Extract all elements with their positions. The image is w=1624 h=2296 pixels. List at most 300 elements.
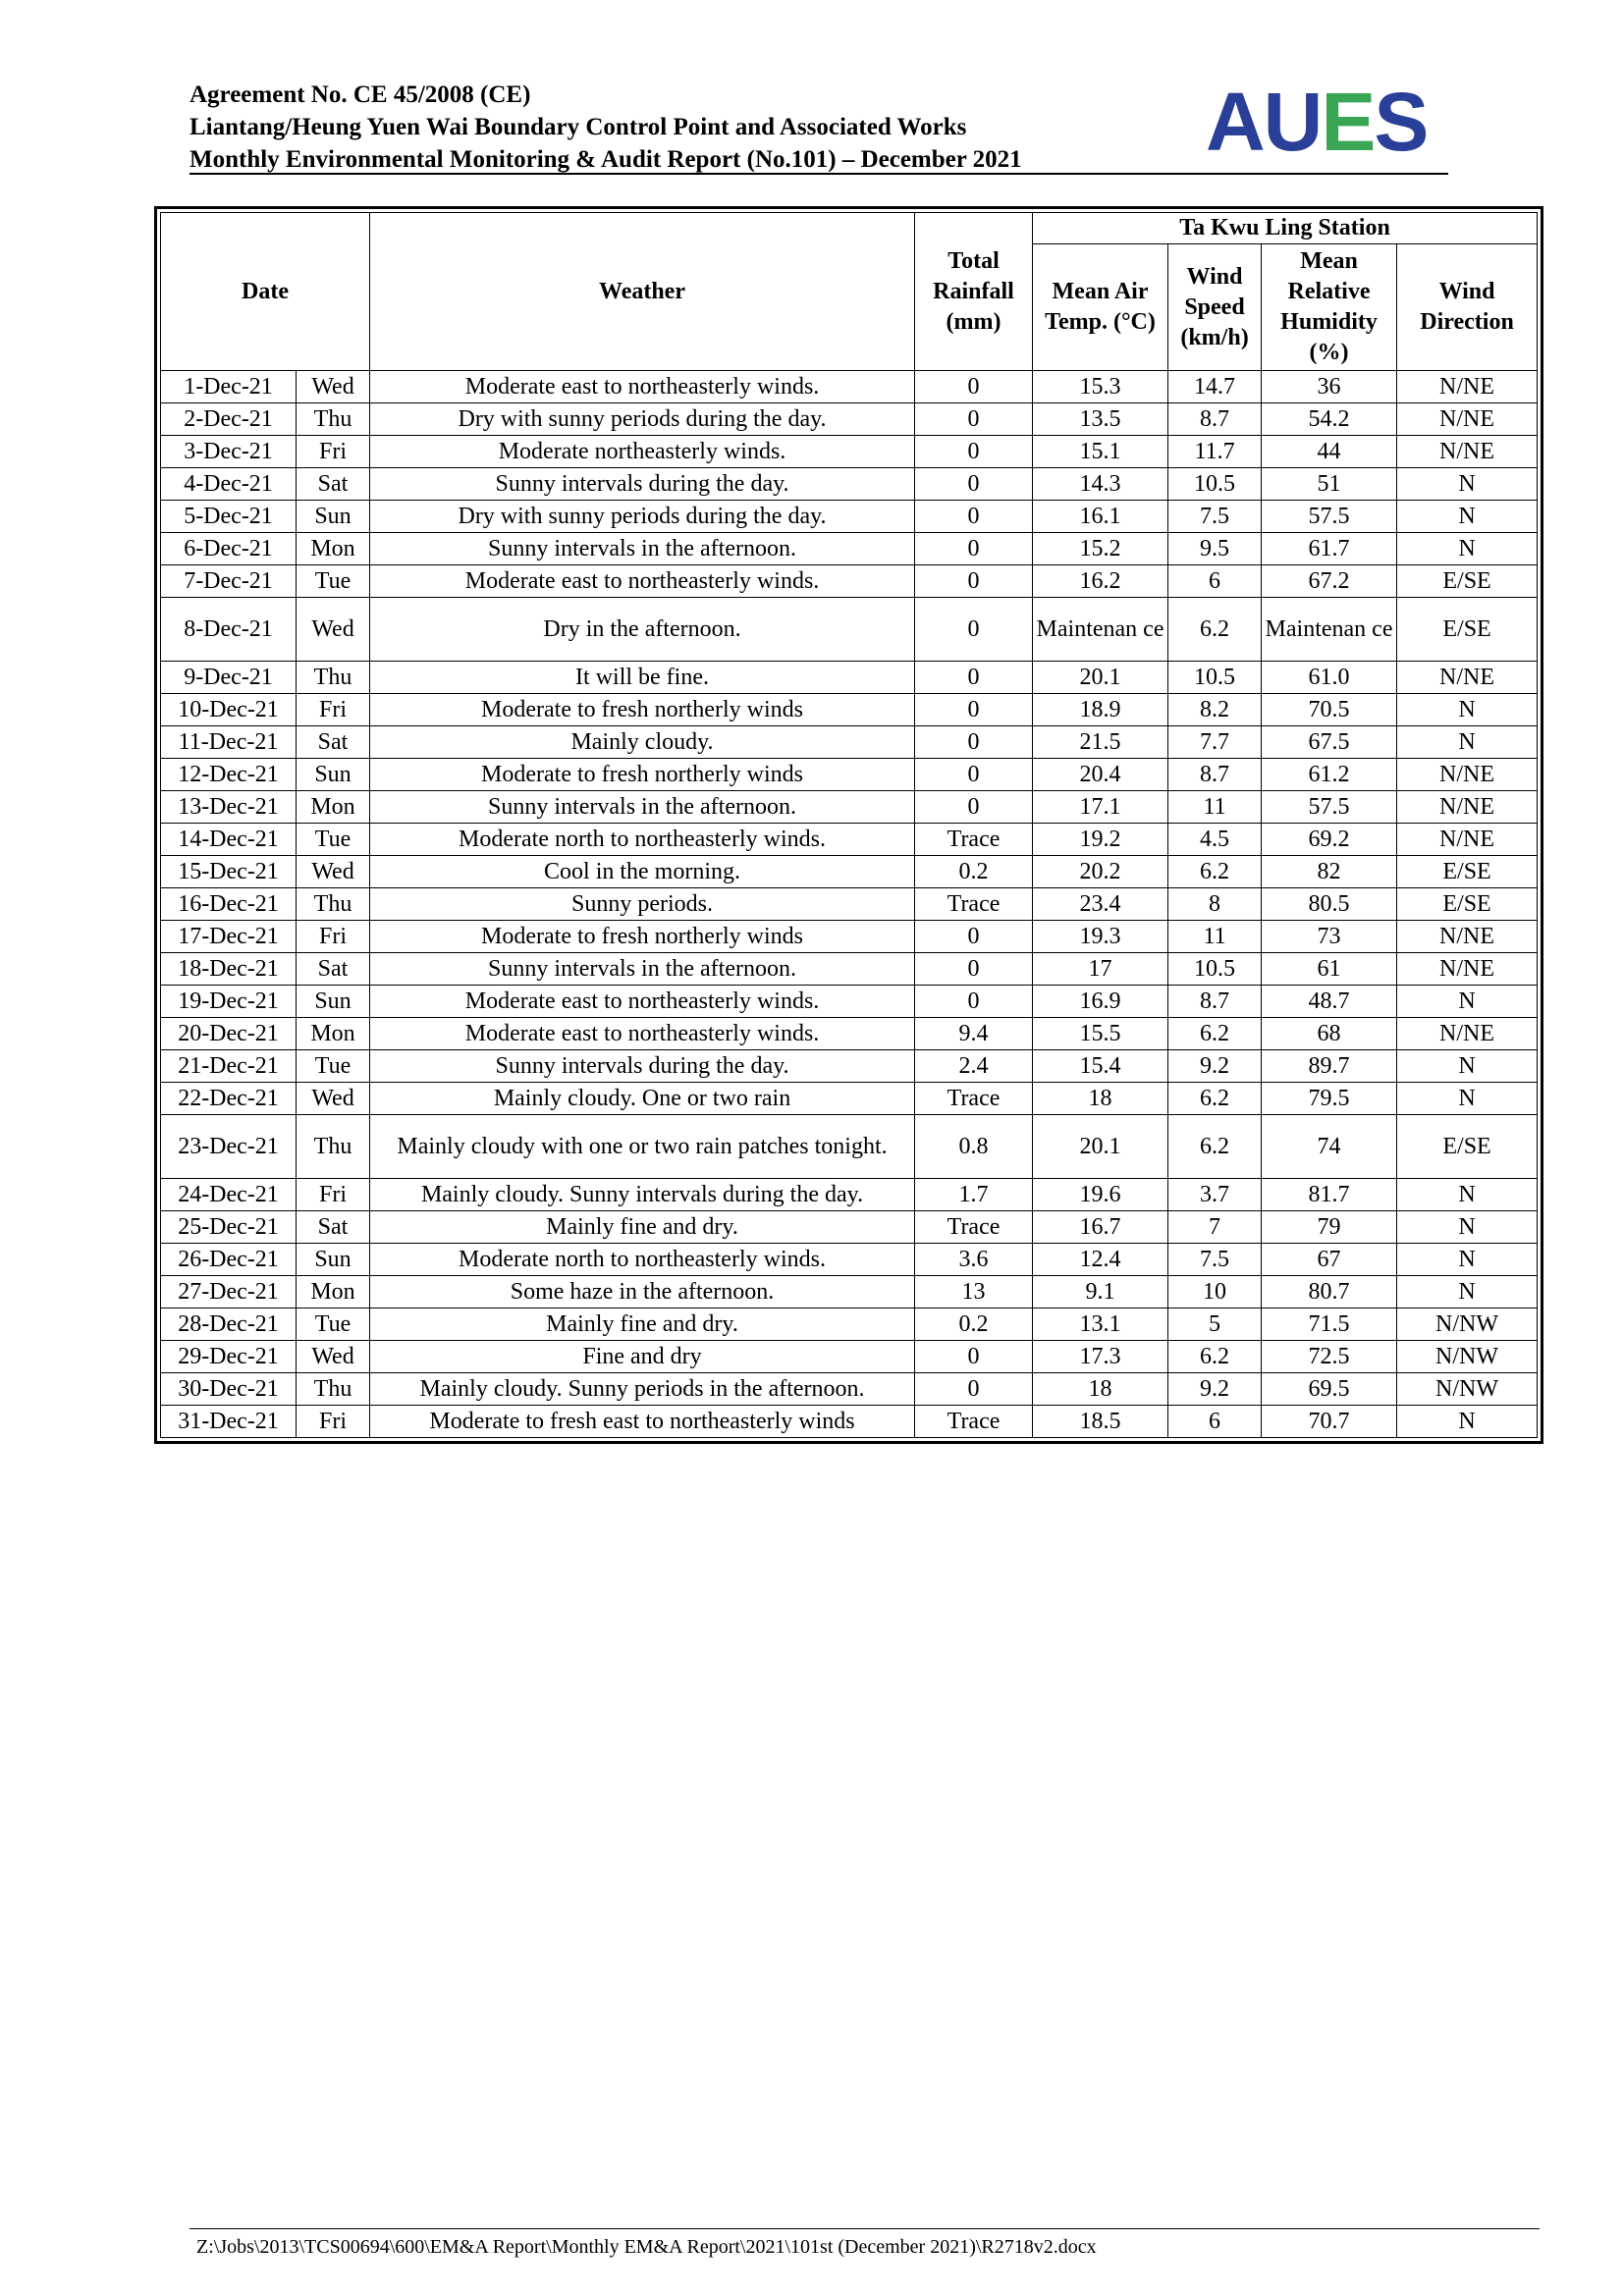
cell-humidity: 68	[1262, 1018, 1397, 1050]
cell-day: Tue	[297, 565, 370, 598]
cell-wind-speed: 6.2	[1168, 1115, 1262, 1179]
cell-weather: Moderate east to northeasterly winds.	[370, 986, 915, 1018]
table-row	[161, 436, 1538, 468]
cell-wind-direction: N	[1397, 501, 1538, 533]
table-row	[161, 501, 1538, 533]
cell-weather: Sunny intervals in the afternoon.	[370, 953, 915, 986]
cell-wind-speed: 11	[1168, 791, 1262, 824]
table-row	[161, 824, 1538, 856]
cell-wind-direction: N/NW	[1397, 1308, 1538, 1341]
cell-weather: Sunny periods.	[370, 888, 915, 921]
cell-date: 8-Dec-21	[161, 598, 297, 662]
cell-humidity: 89.7	[1262, 1050, 1397, 1083]
cell-weather: Sunny intervals during the day.	[370, 1050, 915, 1083]
cell-wind-direction: N	[1397, 1211, 1538, 1244]
cell-weather: Mainly fine and dry.	[370, 1308, 915, 1341]
cell-weather: Moderate north to northeasterly winds.	[370, 824, 915, 856]
cell-weather: Mainly cloudy.	[370, 726, 915, 759]
cell-rainfall: Trace	[915, 1083, 1033, 1115]
cell-temp: 16.1	[1033, 501, 1168, 533]
cell-temp: 18	[1033, 1083, 1168, 1115]
cell-temp: 15.1	[1033, 436, 1168, 468]
table-row	[161, 953, 1538, 986]
cell-temp: 17.1	[1033, 791, 1168, 824]
cell-wind-direction: N/NE	[1397, 403, 1538, 436]
table-row	[161, 403, 1538, 436]
cell-humidity: 79	[1262, 1211, 1397, 1244]
table-row	[161, 1115, 1538, 1179]
logo-part-e: E	[1321, 76, 1375, 168]
cell-humidity: 61.2	[1262, 759, 1397, 791]
cell-humidity: 67.2	[1262, 565, 1397, 598]
cell-wind-speed: 7.7	[1168, 726, 1262, 759]
cell-wind-speed: 11	[1168, 921, 1262, 953]
logo-part-au: AU	[1206, 76, 1322, 168]
cell-wind-speed: 8.7	[1168, 403, 1262, 436]
cell-day: Thu	[297, 403, 370, 436]
cell-rainfall: 0	[915, 533, 1033, 565]
cell-wind-speed: 6	[1168, 565, 1262, 598]
cell-weather: Moderate to fresh northerly winds	[370, 694, 915, 726]
weather-table	[160, 212, 1538, 1438]
cell-rainfall: 0	[915, 694, 1033, 726]
cell-humidity: 61	[1262, 953, 1397, 986]
table-row	[161, 791, 1538, 824]
cell-day: Sun	[297, 759, 370, 791]
cell-humidity: 44	[1262, 436, 1397, 468]
cell-weather: Fine and dry	[370, 1341, 915, 1373]
cell-day: Wed	[297, 1083, 370, 1115]
cell-day: Sat	[297, 726, 370, 759]
cell-humidity: 67	[1262, 1244, 1397, 1276]
cell-wind-speed: 9.2	[1168, 1373, 1262, 1406]
cell-rainfall: 0	[915, 662, 1033, 694]
cell-wind-speed: 9.5	[1168, 533, 1262, 565]
table-row	[161, 662, 1538, 694]
cell-temp: 15.3	[1033, 371, 1168, 403]
cell-day: Sat	[297, 953, 370, 986]
cell-rainfall: 0	[915, 436, 1033, 468]
cell-wind-direction: N	[1397, 468, 1538, 501]
cell-wind-speed: 11.7	[1168, 436, 1262, 468]
cell-temp: 20.1	[1033, 1115, 1168, 1179]
cell-date: 18-Dec-21	[161, 953, 297, 986]
table-row	[161, 598, 1538, 662]
cell-wind-direction: N	[1397, 1406, 1538, 1438]
cell-wind-speed: 7.5	[1168, 1244, 1262, 1276]
cell-temp: 16.7	[1033, 1211, 1168, 1244]
cell-wind-direction: N	[1397, 1050, 1538, 1083]
cell-date: 26-Dec-21	[161, 1244, 297, 1276]
cell-rainfall: 0	[915, 598, 1033, 662]
cell-weather: Mainly cloudy. One or two rain	[370, 1083, 915, 1115]
table-row	[161, 371, 1538, 403]
cell-wind-speed: 6	[1168, 1406, 1262, 1438]
header-humidity: Mean Relative Humidity (%)	[1262, 244, 1397, 371]
cell-day: Sun	[297, 501, 370, 533]
cell-wind-direction: N	[1397, 1083, 1538, 1115]
cell-rainfall: 0	[915, 565, 1033, 598]
cell-date: 4-Dec-21	[161, 468, 297, 501]
cell-wind-speed: 6.2	[1168, 1341, 1262, 1373]
cell-date: 13-Dec-21	[161, 791, 297, 824]
cell-date: 10-Dec-21	[161, 694, 297, 726]
cell-weather: Mainly fine and dry.	[370, 1211, 915, 1244]
cell-wind-direction: N	[1397, 533, 1538, 565]
table-row	[161, 1276, 1538, 1308]
cell-wind-direction: N/NE	[1397, 824, 1538, 856]
cell-humidity: 69.5	[1262, 1373, 1397, 1406]
cell-humidity: 70.5	[1262, 694, 1397, 726]
cell-date: 17-Dec-21	[161, 921, 297, 953]
cell-humidity: 80.5	[1262, 888, 1397, 921]
cell-wind-speed: 7	[1168, 1211, 1262, 1244]
table-row	[161, 1244, 1538, 1276]
cell-wind-speed: 14.7	[1168, 371, 1262, 403]
cell-wind-direction: N	[1397, 726, 1538, 759]
header-divider	[189, 173, 1448, 175]
cell-temp: 19.2	[1033, 824, 1168, 856]
cell-weather: Moderate east to northeasterly winds.	[370, 371, 915, 403]
cell-wind-speed: 5	[1168, 1308, 1262, 1341]
cell-weather: Moderate northeasterly winds.	[370, 436, 915, 468]
cell-day: Thu	[297, 1373, 370, 1406]
cell-wind-direction: N/NE	[1397, 953, 1538, 986]
cell-date: 19-Dec-21	[161, 986, 297, 1018]
table-row	[161, 1406, 1538, 1438]
cell-day: Mon	[297, 533, 370, 565]
cell-wind-direction: N/NW	[1397, 1373, 1538, 1406]
cell-weather: Sunny intervals during the day.	[370, 468, 915, 501]
cell-wind-direction: N/NE	[1397, 791, 1538, 824]
cell-weather: Moderate east to northeasterly winds.	[370, 1018, 915, 1050]
table-row	[161, 888, 1538, 921]
cell-date: 22-Dec-21	[161, 1083, 297, 1115]
cell-rainfall: 0	[915, 501, 1033, 533]
cell-day: Wed	[297, 1341, 370, 1373]
header-date: Date	[161, 213, 370, 371]
cell-rainfall: 3.6	[915, 1244, 1033, 1276]
header-wind-speed: Wind Speed (km/h)	[1168, 244, 1262, 371]
cell-date: 3-Dec-21	[161, 436, 297, 468]
cell-day: Wed	[297, 598, 370, 662]
table-row	[161, 1211, 1538, 1244]
cell-date: 27-Dec-21	[161, 1276, 297, 1308]
cell-date: 21-Dec-21	[161, 1050, 297, 1083]
cell-wind-direction: E/SE	[1397, 856, 1538, 888]
header-wind-direction: Wind Direction	[1397, 244, 1538, 371]
cell-weather: Moderate north to northeasterly winds.	[370, 1244, 915, 1276]
cell-humidity: 70.7	[1262, 1406, 1397, 1438]
cell-wind-direction: N/NE	[1397, 921, 1538, 953]
cell-weather: Some haze in the afternoon.	[370, 1276, 915, 1308]
cell-weather: Mainly cloudy. Sunny periods in the afternoon.	[370, 1373, 915, 1406]
cell-rainfall: 0	[915, 986, 1033, 1018]
cell-date: 5-Dec-21	[161, 501, 297, 533]
cell-temp: 18	[1033, 1373, 1168, 1406]
agreement-number: Agreement No. CE 45/2008 (CE)	[189, 81, 531, 108]
cell-wind-speed: 4.5	[1168, 824, 1262, 856]
cell-humidity: 36	[1262, 371, 1397, 403]
cell-temp: 9.1	[1033, 1276, 1168, 1308]
cell-date: 28-Dec-21	[161, 1308, 297, 1341]
cell-weather: Moderate to fresh northerly winds	[370, 759, 915, 791]
cell-temp: 17.3	[1033, 1341, 1168, 1373]
cell-weather: Mainly cloudy. Sunny intervals during the day.	[370, 1179, 915, 1211]
cell-wind-speed: 6.2	[1168, 598, 1262, 662]
cell-date: 30-Dec-21	[161, 1373, 297, 1406]
cell-date: 11-Dec-21	[161, 726, 297, 759]
cell-weather: Mainly cloudy with one or two rain patches tonight.	[370, 1115, 915, 1179]
table-row	[161, 726, 1538, 759]
cell-day: Wed	[297, 371, 370, 403]
cell-day: Fri	[297, 1179, 370, 1211]
cell-day: Thu	[297, 662, 370, 694]
cell-wind-direction: E/SE	[1397, 565, 1538, 598]
cell-day: Thu	[297, 888, 370, 921]
cell-wind-direction: E/SE	[1397, 1115, 1538, 1179]
cell-wind-direction: N/NE	[1397, 1018, 1538, 1050]
cell-wind-speed: 8	[1168, 888, 1262, 921]
cell-humidity: 79.5	[1262, 1083, 1397, 1115]
cell-temp: 15.4	[1033, 1050, 1168, 1083]
cell-day: Mon	[297, 791, 370, 824]
cell-temp: 20.1	[1033, 662, 1168, 694]
cell-temp: 13.1	[1033, 1308, 1168, 1341]
cell-temp: 16.9	[1033, 986, 1168, 1018]
cell-humidity: 73	[1262, 921, 1397, 953]
table-row	[161, 1050, 1538, 1083]
header-weather: Weather	[370, 213, 915, 371]
cell-rainfall: 2.4	[915, 1050, 1033, 1083]
table-row	[161, 759, 1538, 791]
cell-rainfall: 1.7	[915, 1179, 1033, 1211]
cell-humidity: 72.5	[1262, 1341, 1397, 1373]
cell-rainfall: Trace	[915, 1211, 1033, 1244]
cell-weather: Cool in the morning.	[370, 856, 915, 888]
cell-wind-direction: N/NE	[1397, 371, 1538, 403]
cell-wind-speed: 10.5	[1168, 953, 1262, 986]
cell-weather: Sunny intervals in the afternoon.	[370, 791, 915, 824]
cell-weather: It will be fine.	[370, 662, 915, 694]
cell-date: 29-Dec-21	[161, 1341, 297, 1373]
cell-rainfall: 0	[915, 726, 1033, 759]
cell-temp: Maintenan ce	[1033, 598, 1168, 662]
cell-date: 9-Dec-21	[161, 662, 297, 694]
cell-temp: 18.5	[1033, 1406, 1168, 1438]
cell-date: 23-Dec-21	[161, 1115, 297, 1179]
cell-date: 14-Dec-21	[161, 824, 297, 856]
footer-divider	[189, 2228, 1540, 2229]
aues-logo	[1206, 76, 1428, 168]
cell-weather: Dry with sunny periods during the day.	[370, 501, 915, 533]
cell-temp: 15.2	[1033, 533, 1168, 565]
cell-day: Thu	[297, 1115, 370, 1179]
cell-humidity: 80.7	[1262, 1276, 1397, 1308]
header-temp: Mean Air Temp. (°C)	[1033, 244, 1168, 371]
cell-rainfall: Trace	[915, 824, 1033, 856]
cell-rainfall: 13	[915, 1276, 1033, 1308]
table-row	[161, 1373, 1538, 1406]
cell-temp: 19.3	[1033, 921, 1168, 953]
cell-day: Fri	[297, 436, 370, 468]
project-title: Liantang/Heung Yuen Wai Boundary Control Point and Associated Works	[189, 114, 967, 140]
cell-humidity: 71.5	[1262, 1308, 1397, 1341]
weather-table-frame	[154, 206, 1543, 1444]
cell-wind-speed: 7.5	[1168, 501, 1262, 533]
cell-wind-direction: E/SE	[1397, 598, 1538, 662]
footer-file-path: Z:\Jobs\2013\TCS00694\600\EM&A Report\Monthly EM&A Report\2021\101st (December 2021)\R2718v2.docx	[196, 2236, 1097, 2258]
cell-temp: 14.3	[1033, 468, 1168, 501]
cell-wind-direction: N/NE	[1397, 436, 1538, 468]
table-row	[161, 986, 1538, 1018]
cell-temp: 13.5	[1033, 403, 1168, 436]
cell-temp: 15.5	[1033, 1018, 1168, 1050]
cell-temp: 20.4	[1033, 759, 1168, 791]
cell-date: 20-Dec-21	[161, 1018, 297, 1050]
cell-day: Fri	[297, 1406, 370, 1438]
cell-temp: 18.9	[1033, 694, 1168, 726]
cell-wind-direction: N	[1397, 1244, 1538, 1276]
cell-wind-direction: N/NE	[1397, 662, 1538, 694]
cell-humidity: 69.2	[1262, 824, 1397, 856]
cell-wind-speed: 8.7	[1168, 986, 1262, 1018]
logo-part-s: S	[1374, 76, 1428, 168]
cell-rainfall: 0	[915, 1373, 1033, 1406]
table-row	[161, 468, 1538, 501]
cell-wind-direction: N/NW	[1397, 1341, 1538, 1373]
cell-day: Tue	[297, 824, 370, 856]
cell-rainfall: 0.2	[915, 856, 1033, 888]
cell-day: Tue	[297, 1308, 370, 1341]
cell-date: 6-Dec-21	[161, 533, 297, 565]
cell-humidity: 67.5	[1262, 726, 1397, 759]
header-rainfall: Total Rainfall (mm)	[915, 213, 1033, 371]
table-row	[161, 1179, 1538, 1211]
cell-day: Fri	[297, 694, 370, 726]
cell-humidity: 74	[1262, 1115, 1397, 1179]
cell-wind-speed: 10.5	[1168, 662, 1262, 694]
cell-weather: Moderate to fresh east to northeasterly winds	[370, 1406, 915, 1438]
cell-date: 16-Dec-21	[161, 888, 297, 921]
cell-rainfall: 0	[915, 791, 1033, 824]
cell-wind-speed: 6.2	[1168, 1083, 1262, 1115]
cell-rainfall: 0.2	[915, 1308, 1033, 1341]
cell-temp: 19.6	[1033, 1179, 1168, 1211]
cell-rainfall: 0	[915, 403, 1033, 436]
cell-date: 25-Dec-21	[161, 1211, 297, 1244]
cell-rainfall: 0	[915, 468, 1033, 501]
cell-date: 12-Dec-21	[161, 759, 297, 791]
table-row	[161, 533, 1538, 565]
cell-wind-speed: 9.2	[1168, 1050, 1262, 1083]
cell-rainfall: 0	[915, 1341, 1033, 1373]
cell-wind-direction: N	[1397, 694, 1538, 726]
cell-wind-speed: 6.2	[1168, 856, 1262, 888]
cell-wind-speed: 8.2	[1168, 694, 1262, 726]
table-row	[161, 1018, 1538, 1050]
cell-day: Wed	[297, 856, 370, 888]
weather-table-body	[161, 371, 1538, 1438]
cell-weather: Moderate to fresh northerly winds	[370, 921, 915, 953]
cell-humidity: 48.7	[1262, 986, 1397, 1018]
cell-weather: Moderate east to northeasterly winds.	[370, 565, 915, 598]
cell-humidity: 57.5	[1262, 501, 1397, 533]
table-row	[161, 921, 1538, 953]
cell-humidity: 61.0	[1262, 662, 1397, 694]
cell-temp: 21.5	[1033, 726, 1168, 759]
cell-humidity: 61.7	[1262, 533, 1397, 565]
cell-temp: 23.4	[1033, 888, 1168, 921]
cell-date: 15-Dec-21	[161, 856, 297, 888]
cell-wind-direction: N	[1397, 1276, 1538, 1308]
cell-day: Fri	[297, 921, 370, 953]
cell-day: Sun	[297, 986, 370, 1018]
cell-rainfall: 9.4	[915, 1018, 1033, 1050]
cell-day: Mon	[297, 1018, 370, 1050]
cell-date: 7-Dec-21	[161, 565, 297, 598]
cell-rainfall: Trace	[915, 888, 1033, 921]
report-title: Monthly Environmental Monitoring & Audit Report (No.101) – December 2021	[189, 146, 1022, 173]
cell-day: Sun	[297, 1244, 370, 1276]
cell-humidity: 51	[1262, 468, 1397, 501]
cell-temp: 16.2	[1033, 565, 1168, 598]
cell-temp: 20.2	[1033, 856, 1168, 888]
cell-weather: Dry in the afternoon.	[370, 598, 915, 662]
cell-humidity: 54.2	[1262, 403, 1397, 436]
header-station: Ta Kwu Ling Station	[1033, 213, 1538, 244]
cell-temp: 17	[1033, 953, 1168, 986]
cell-temp: 12.4	[1033, 1244, 1168, 1276]
cell-date: 31-Dec-21	[161, 1406, 297, 1438]
cell-wind-speed: 6.2	[1168, 1018, 1262, 1050]
cell-wind-direction: E/SE	[1397, 888, 1538, 921]
cell-rainfall: 0.8	[915, 1115, 1033, 1179]
cell-humidity: 81.7	[1262, 1179, 1397, 1211]
cell-humidity: Maintenan ce	[1262, 598, 1397, 662]
cell-day: Sat	[297, 1211, 370, 1244]
cell-date: 2-Dec-21	[161, 403, 297, 436]
cell-day: Sat	[297, 468, 370, 501]
cell-rainfall: 0	[915, 921, 1033, 953]
table-row	[161, 1341, 1538, 1373]
cell-weather: Dry with sunny periods during the day.	[370, 403, 915, 436]
table-row	[161, 856, 1538, 888]
table-row	[161, 1083, 1538, 1115]
cell-wind-speed: 8.7	[1168, 759, 1262, 791]
cell-rainfall: Trace	[915, 1406, 1033, 1438]
cell-wind-direction: N	[1397, 1179, 1538, 1211]
cell-rainfall: 0	[915, 371, 1033, 403]
cell-date: 1-Dec-21	[161, 371, 297, 403]
table-row	[161, 694, 1538, 726]
cell-weather: Sunny intervals in the afternoon.	[370, 533, 915, 565]
cell-humidity: 57.5	[1262, 791, 1397, 824]
cell-day: Tue	[297, 1050, 370, 1083]
cell-rainfall: 0	[915, 759, 1033, 791]
table-row	[161, 1308, 1538, 1341]
table-row	[161, 565, 1538, 598]
cell-wind-speed: 3.7	[1168, 1179, 1262, 1211]
cell-wind-speed: 10	[1168, 1276, 1262, 1308]
cell-rainfall: 0	[915, 953, 1033, 986]
cell-wind-direction: N/NE	[1397, 759, 1538, 791]
cell-day: Mon	[297, 1276, 370, 1308]
cell-wind-speed: 10.5	[1168, 468, 1262, 501]
cell-humidity: 82	[1262, 856, 1397, 888]
cell-wind-direction: N	[1397, 986, 1538, 1018]
cell-date: 24-Dec-21	[161, 1179, 297, 1211]
